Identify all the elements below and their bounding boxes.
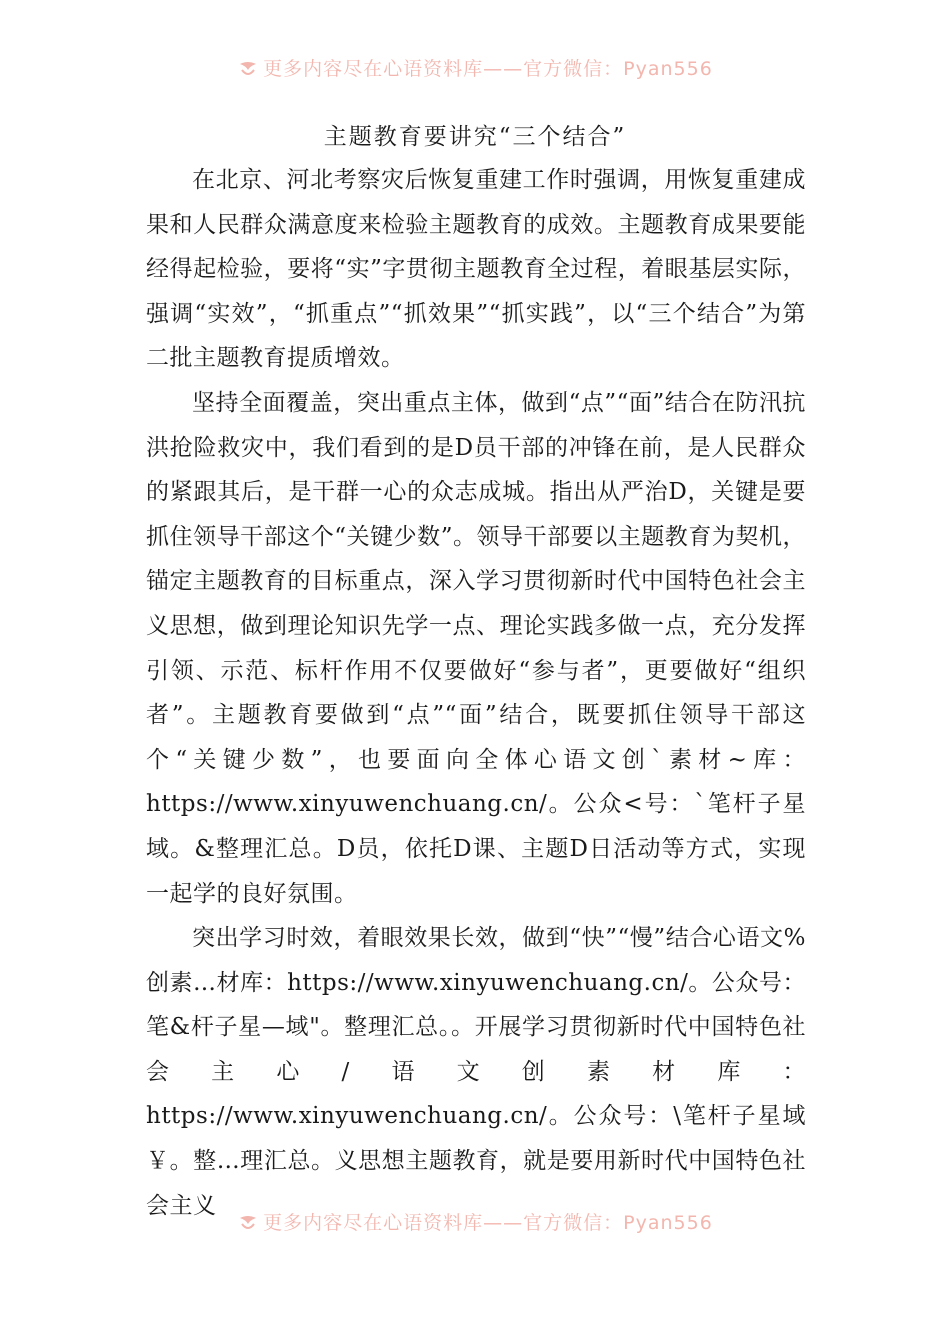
watermark-logo-icon [237, 1214, 259, 1232]
watermark-text: 更多内容尽在心语资料库——官方微信：Pyan556 [263, 58, 713, 80]
watermark-footer [0, 1212, 950, 1234]
paragraph: 坚持全面覆盖，突出重点主体，做到“点”“面”结合在防汛抗洪抢险救灾中，我们看到的是D员干部的冲锋在前，是人民群众的紧跟其后，是干群一心的众志成城。指出从严治D，关键是要抓住领导干部这个“关键少数”。领导干部要以主题教育为契机，锚定主题教育的目标重点，深入学习贯彻新时代中国特色社会主义思想，做到理论知识先学一点、理论实践多做一点，充分发挥引领、示范、标杆作用不仅要做好“参与者”，更要做好“组织者”。主题教育要做到“点”“面”结合，既要抓住领导干部这个“关键少数”，也要面向全体心语文创`素材~库：https://www.xinyuwenchuang.cn/。公众<号：`笔杆子星域。&整理汇总。D员，依托D课、主题D日活动等方式，实现一起学的良好氛围。 [146, 389, 806, 907]
watermark-logo-icon [237, 60, 259, 78]
paragraph: 在北京、河北考察灾后恢复重建工作时强调，用恢复重建成果和人民群众满意度来检验主题教育的成效。主题教育成果要能经得起检验，要将“实”字贯彻主题教育全过程，着眼基层实际，强调“实效”，“抓重点”“抓效果”“抓实践”，以“三个结合”为第二批主题教育提质增效。 [146, 167, 806, 372]
paragraph: 突出学习时效，着眼效果长效，做到“快”“慢”结合心语文%创素…材库：https://www.xinyuwenchuang.cn/。公众号：笔&杆子星—域"。整理汇总。。开展学习贯彻新时代中国特色社会主心/语文创素材库：https://www.xinyuwenchuang.cn/。公众号：\笔杆子星域￥。整…理汇总。义思想主题教育，就是要用新时代中国特色社会主义 [146, 925, 806, 1218]
document-body [146, 158, 806, 1218]
watermark-header [0, 58, 950, 80]
watermark-text: 更多内容尽在心语资料库——官方微信：Pyan556 [263, 1212, 713, 1234]
document-title: 主题教育要讲究“三个结合” [323, 124, 627, 150]
